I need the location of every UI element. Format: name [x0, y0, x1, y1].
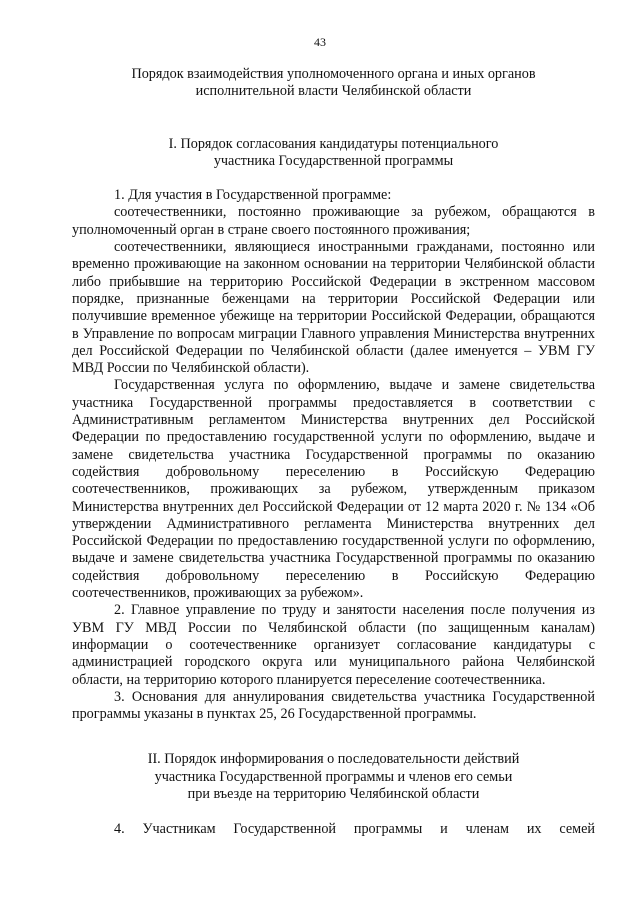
section-1-heading: [72, 136, 595, 171]
paragraph: 4. Участникам Государственной программы и членам их семей: [114, 821, 595, 838]
title-line: Порядок взаимодействия уполномоченного органа и иных органов: [131, 66, 536, 82]
section-2-heading: [72, 751, 595, 803]
document-title: [72, 66, 595, 101]
document-body: [72, 66, 595, 839]
section-heading-line: при въезде на территорию Челябинской области: [187, 785, 480, 802]
section-heading-line: участника Государственной программы и членов его семьи: [154, 768, 513, 785]
page-number: 43: [314, 35, 326, 49]
paragraph: 3. Основания для аннулирования свидетельства участника Государственной программы указаны в пунктах 25, 26 Государственной программы.: [72, 688, 595, 723]
paragraph: Государственная услуга по оформлению, выдаче и замене свидетельства участника Государственной программы предоставляется в соответствии с Административным регламентом Министерства внутренних дел Российской Федерации по предоставлению государственной услуги по оформлению, выдаче и замене свидетельства участника Государственной программы по оказанию содействия добровольному переселению в Российскую Федерацию соотечественников, проживающих за рубежом, утвержденным приказом Министерства внутренних дел Российской Федерации от 12 марта 2020 г. № 134 «Об утверждении Административного регламента Министерства внутренних дел Российской Федерации по предоставлению государственной услуги по оформлению, выдаче и замене свидетельства участника Государственной программы по оказанию содействия добровольному переселению в Российскую Федерацию соотечественников, проживающих за рубежом».: [72, 377, 595, 602]
paragraph: соотечественники, являющиеся иностранными гражданами, постоянно или временно проживающие на законном основании на территории Челябинской области либо прибывшие на территорию Российской Федерации в экстренном массовом порядке, признанные беженцами на территории Российской Федерации или получившие временное убежище на территории Российской Федерации, обращаются в Управление по вопросам миграции Главного управления Министерства внутренних дел Российской Федерации по Челябинской области (далее именуется – УВМ ГУ МВД России по Челябинской области).: [72, 239, 595, 377]
paragraph: 1. Для участия в Государственной программе:: [114, 187, 392, 204]
section-heading-line: I. Порядок согласования кандидатуры потенциального: [168, 135, 499, 152]
title-line: исполнительной власти Челябинской области: [195, 83, 472, 100]
section-1-body: [72, 187, 595, 723]
section-heading-line: II. Порядок информирования о последовательности действий: [147, 751, 520, 768]
paragraph: 2. Главное управление по труду и занятости населения после получения из УВМ ГУ МВД России по Челябинской области (по защищенным каналам) информации о соотечественнике организует согласование кандидатуры с администрацией городского округа или муниципального района Челябинской области, на территорию которого планируется переселение соотечественника.: [72, 602, 595, 688]
paragraph: соотечественники, постоянно проживающие за рубежом, обращаются в уполномоченный орган в стране своего постоянного проживания;: [72, 204, 595, 238]
section-2-body: [72, 821, 595, 838]
section-heading-line: участника Государственной программы: [213, 152, 454, 169]
